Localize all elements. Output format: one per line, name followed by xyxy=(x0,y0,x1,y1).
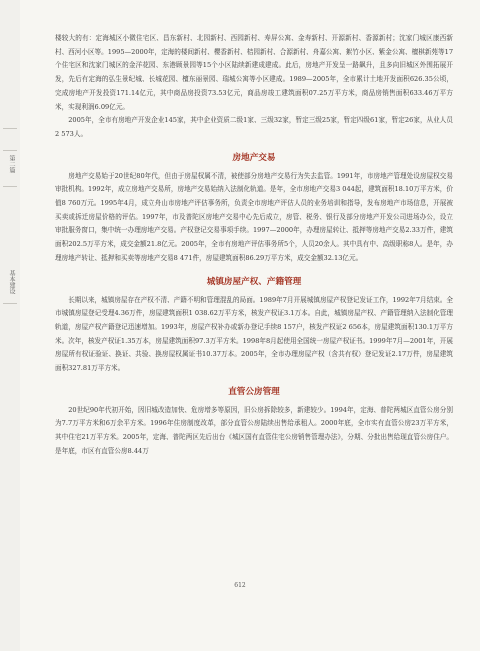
paragraph: 长期以来，城镇房屋存在产权不清、产籍不明和管理混乱的局面。1989年7月开展城镇房屋产权登记发证工作，1992年7月结束。全市城镇房屋登记受理4.36万件，房屋建筑面积1 038.62万平方米，核发产权证3.1万本。自此，城镇房屋产权、产籍管理纳入法制化管理轨道，房屋产权产籍登记迅速增加。1993年，房屋产权补办或新办登记手续8 157户，核发产权证2 656本，房屋建筑面积130.1万平方米。次年，核发产权证1.35万本，房屋建筑面积97.3万平方米。1998年8月起使用全国统一房屋产权证书。1999年7月—2001年，开展房屋所有权证验证、换证、共验、换房屋权属证书10.37万本。2005年，全市办理房屋产权（含共有权）登记发证2.17万件，房屋建筑面积327.81万平方米。 xyxy=(55,295,454,373)
paragraph: 20世纪90年代初开始，因旧城改造加快、危房增多等原因，旧公房拆除较多，新建较少。1994年，定海、普陀两城区直管公房分别为7.7万平方米和6万余平方米。1996年住房制度改革，部分直管公房陆续出售给承租人。2000年底，全市实有直管公房23万平方米，其中住宅21万平方米。2005年，定海、普陀两区先后出台《城区国有直管住宅公房销售管理办法》，分期、分批出售给现直管公房住户。是年底，市区有直管公房8.44万 xyxy=(55,405,453,455)
sidebar-divider xyxy=(3,150,17,151)
body-text xyxy=(55,32,453,459)
sidebar-divider xyxy=(3,186,17,187)
paragraph: 楼较大的有：定海城区小微住宅区、昌东新村、北园新村、西园新村、寿屏公寓、金寿新村、开源新村、香源新村；沈家门城区康西新村、西河小区等。1995—2000年，定海的楼间新村、樱香新村、桔园新村、合源新村、舟嘉公寓、絮竹小区、紫金公寓、檀棋新苑等17个住宅区和沈家门城区的金洋花园、东港顾景园等15个小区陆续新建成建成。此后，房地产开发呈一路飙升，且多向旧城区外围拓展开发，先后有定海的弘生景纪城、长城花园、檀东丽景园、瑞城公寓等小区建成。1989—2005年，全市累计土地开发面积626.35公顷，完成房地产开发投资171.14亿元，其中商品房投资73.53亿元，商品房竣工建筑面积07.25万平方米，商品房销售面积633.46万平方米，实现利润6.09亿元。 xyxy=(55,34,454,111)
page-number: 612 xyxy=(234,582,246,589)
section-label: 基本建设 xyxy=(8,270,15,294)
sidebar-divider xyxy=(3,303,17,304)
section-heading: 直管公房管理 xyxy=(228,386,280,397)
section-heading: 房地产交易 xyxy=(232,152,276,163)
sidebar-divider xyxy=(3,128,17,129)
sidebar-margin xyxy=(0,0,20,651)
paragraph: 房地产交易始于20世纪80年代，但由于房屋权属不清，被使部分房地产交易行为失去监管。1991年，市房地产管理处设房屋权交易审批机构。1992年，成立房地产交易所，房地产交易始纳入法制化轨道。是年，全市房地产交易3 044起，建筑面积18.10万平方米，价值8 760万元。1995年4月，成立舟山市房地产评估事务所，负责全市房地产评估人员的业务培训和指导，发布房地产市场信息，开展被买卖或拆迁房屋价格的评估。1997年，市及普陀区房地产交易中心先后成立，房管、税务、银行及部分房地产开发公司进场办公，设立审批服务窗口，集中统一办理房地产交易。产权登记交易事项手续。1997—2000年，办理房屋转让、抵押等房地产交易2.33万件，建筑面积202.5万平方米，成交金额21.8亿元。2005年，全市有房地产评估事务所5个，人员20余人。其中具有中、高级职称8人。是年，办理房地产转让、抵押和买卖等房地产交易8 471件，房屋建筑面积86.29万平方米，成交金额32.13亿元。 xyxy=(55,171,453,262)
section-heading: 城镇房屋产权、产籍管理 xyxy=(206,276,302,287)
paragraph: 2005年，全市有房地产开发企业145家，其中企业资质二级1家、三级32家，暂定三级25家，暂定四级61家，暂定26家，从业人员2 573人。 xyxy=(55,116,453,138)
chapter-label: 第二篇 xyxy=(8,155,15,173)
